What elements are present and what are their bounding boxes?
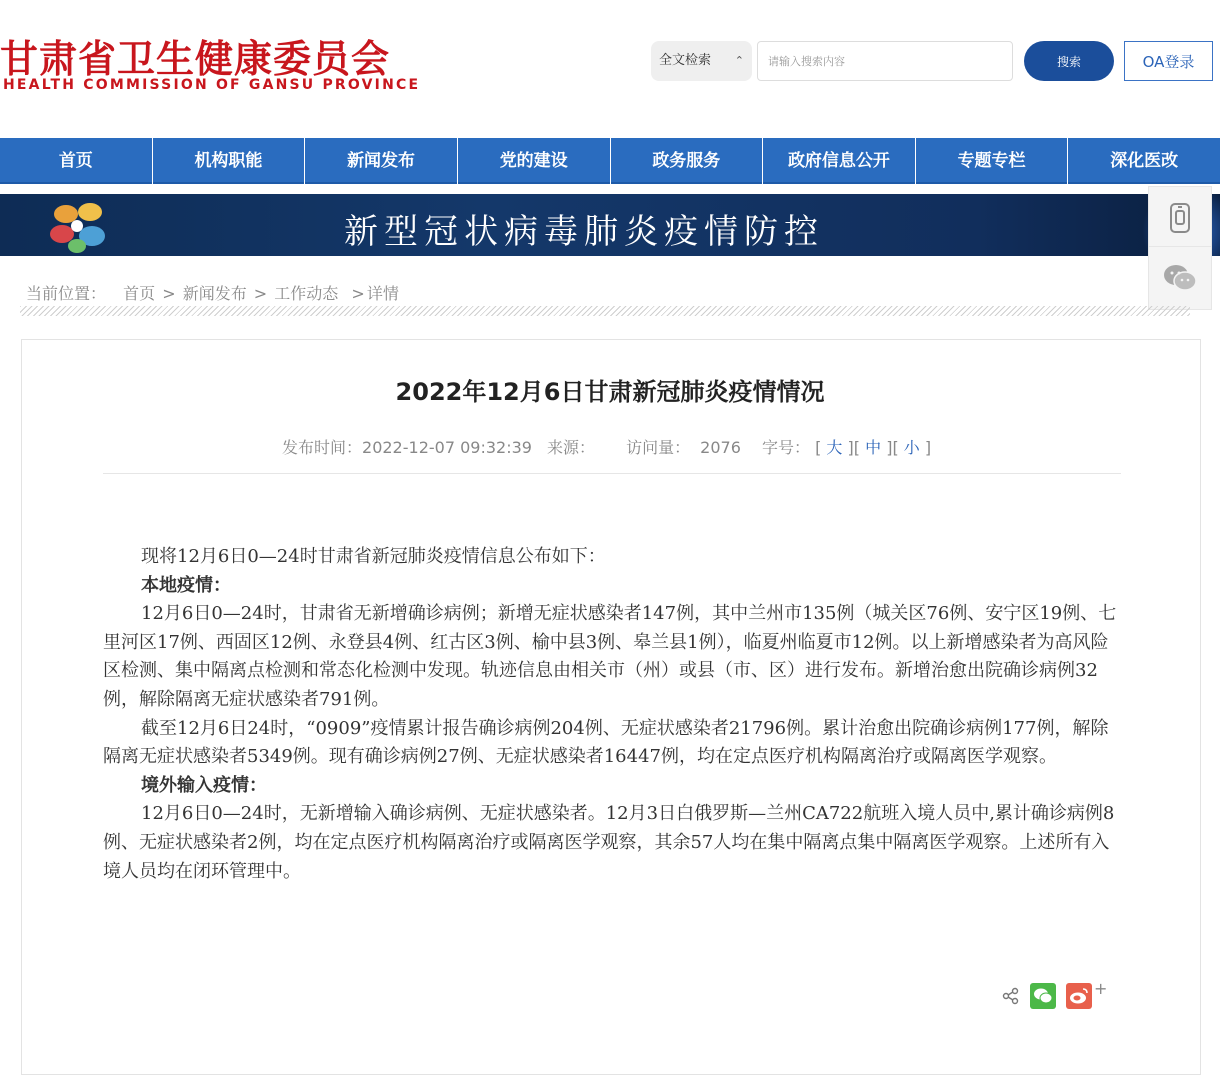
nav-item-functions[interactable]: 机构职能 xyxy=(153,138,306,184)
font-small-link[interactable]: 小 xyxy=(903,438,920,457)
article-subheading: 境外输入疫情： xyxy=(141,774,267,796)
publish-time: 2022-12-07 09:32:39 xyxy=(362,438,532,457)
banner-title: 新型冠状病毒肺炎疫情防控 xyxy=(344,212,824,252)
updown-chevron-icon: ⌃︎ xyxy=(734,54,744,67)
nav-item-reform[interactable]: 深化医改 xyxy=(1110,151,1179,171)
font-large-link[interactable]: 大 xyxy=(826,438,843,457)
font-medium-link[interactable]: 中 xyxy=(865,438,882,457)
views-count: 2076 xyxy=(700,438,741,457)
breadcrumb-detail: 详情 xyxy=(366,284,399,303)
nav-item-disclosure[interactable]: 政府信息公开 xyxy=(763,138,916,184)
breadcrumb-home[interactable]: 首页 xyxy=(123,284,156,303)
nav-item-party[interactable]: 党的建设 xyxy=(458,138,611,184)
search-input[interactable] xyxy=(757,41,1013,81)
site-logo-cn[interactable]: 甘肃省卫生健康委员会 xyxy=(0,37,391,81)
font-size-label: 字号： xyxy=(761,438,810,457)
views-label: 访问量： xyxy=(626,438,691,457)
search-scope-label: 全文检索 xyxy=(659,53,712,68)
breadcrumb xyxy=(26,281,401,304)
more-share-plus[interactable]: + xyxy=(1094,978,1108,998)
mobile-version-widget[interactable] xyxy=(1148,186,1212,250)
article-meta xyxy=(282,435,931,458)
breadcrumb-news[interactable]: 新闻发布 xyxy=(182,284,247,303)
flower-logo-icon xyxy=(44,198,114,254)
share-icon[interactable] xyxy=(1002,987,1020,1005)
nav-item-news[interactable]: 新闻发布 xyxy=(305,138,458,184)
weibo-share-icon[interactable] xyxy=(1066,983,1092,1009)
main-nav xyxy=(0,138,1220,184)
article-paragraph: 12月6日0—24时，无新增输入确诊病例、无症状感染者。12月3日白俄罗斯—兰州CA722航班入境人员中,累计确诊病例8例、无症状感染者2例，均在定点医疗机构隔离治疗或隔离医学观察，其余57人均在集中隔离点集中隔离医学观察。上述所有入境人员均在闭环管理中。 xyxy=(103,803,1115,882)
nav-item-services[interactable]: 政务服务 xyxy=(611,138,764,184)
font-size-control: 字号： [ 大 ][ 中 ][ 小 ] xyxy=(761,438,932,457)
share-bar xyxy=(1002,978,1108,1010)
article-body xyxy=(103,543,1121,886)
breadcrumb-separator: > xyxy=(248,284,273,303)
search-scope-select[interactable] xyxy=(651,41,752,81)
breadcrumb-label: 当前位置： xyxy=(26,284,107,303)
hatched-divider xyxy=(20,306,1190,316)
site-logo-en: HEALTH COMMISSION OF GANSU PROVINCE xyxy=(3,77,421,93)
wechat-widget[interactable] xyxy=(1148,246,1212,310)
wechat-share-icon[interactable] xyxy=(1030,983,1056,1009)
breadcrumb-work[interactable]: 工作动态 xyxy=(274,284,339,303)
article-title: 2022年12月6日甘肃新冠肺炎疫情情况 xyxy=(395,378,825,406)
oa-login-button[interactable]: OA登录 xyxy=(1124,41,1213,81)
meta-divider xyxy=(103,473,1121,474)
article-paragraph: 12月6日0—24时，甘肃省无新增确诊病例；新增无症状感染者147例，其中兰州市135例（城关区76例、安宁区19例、七里河区17例、西固区12例、永登县4例、红古区3例、榆中县3例、皋兰县1例），临夏州临夏市12例。以上新增感染者为高风险区检测、集中隔离点检测和常态化检测中发现。轨迹信息由相关市（州）或县（市、区）进行发布。新增治愈出院确诊病例32例，解除隔离无症状感染者791例。 xyxy=(103,603,1117,710)
article-subheading: 本地疫情： xyxy=(141,574,231,596)
publish-label: 发布时间： xyxy=(282,438,363,457)
nav-item-topics[interactable]: 专题专栏 xyxy=(916,138,1069,184)
article-paragraph: 截至12月6日24时，“0909”疫情累计报告确诊病例204例、无症状感染者21796例。累计治愈出院确诊病例177例，解除隔离无症状感染者5349例。现有确诊病例27例、无症状感染者16447例，均在定点医疗机构隔离治疗或隔离医学观察。 xyxy=(103,717,1109,768)
source-label: 来源： xyxy=(547,438,596,457)
breadcrumb-separator: > xyxy=(346,284,365,303)
breadcrumb-separator: > xyxy=(157,284,181,303)
nav-item-home[interactable]: 首页 xyxy=(0,138,153,184)
site-header xyxy=(0,0,1220,138)
wechat-icon xyxy=(1163,263,1197,293)
mobile-phone-icon xyxy=(1169,202,1191,234)
search-button[interactable]: 搜索 xyxy=(1024,41,1114,81)
article-paragraph: 现将12月6日0—24时甘肃省新冠肺炎疫情信息公布如下： xyxy=(141,546,606,567)
covid-banner[interactable] xyxy=(0,194,1220,256)
